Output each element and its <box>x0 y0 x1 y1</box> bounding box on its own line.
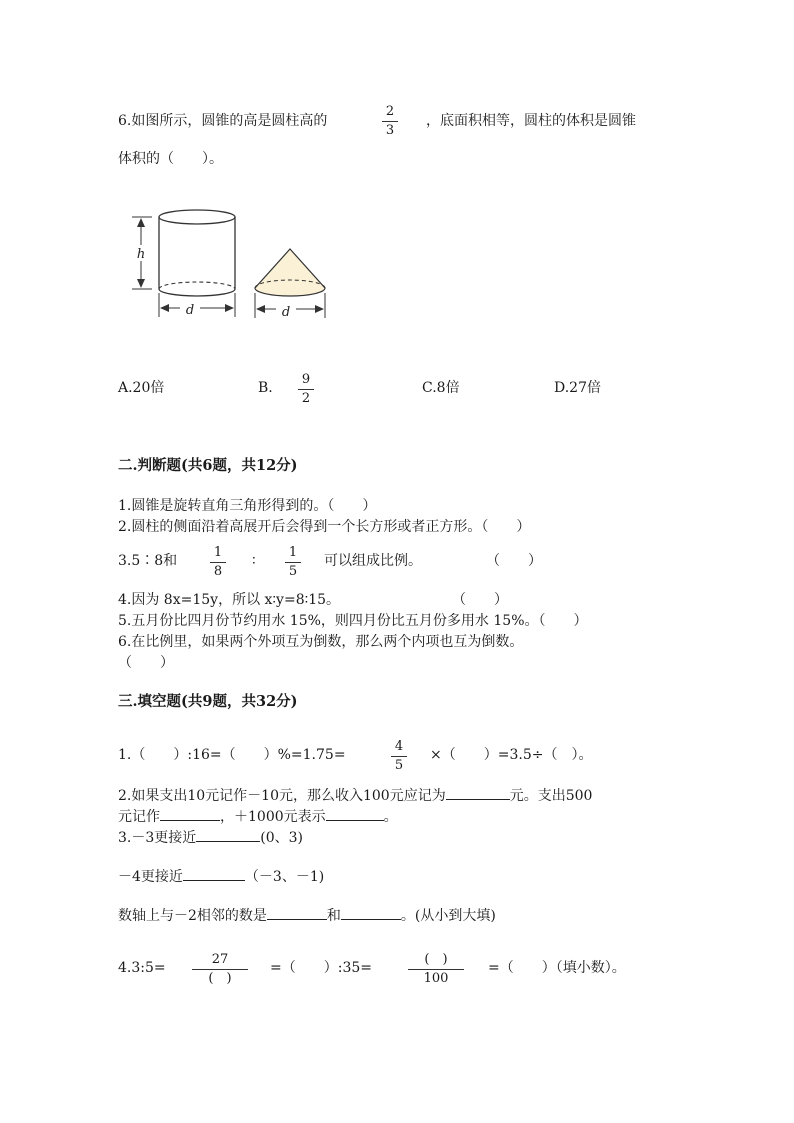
q6-text-a: 6.如图所示，圆锥的高是圆柱高的 <box>118 113 328 129</box>
s3-q3-f: 和 <box>326 908 341 924</box>
s2-q5: 5.五月份比四月份节约用水 15%，则四月份比五月份多用水 15%。（ ） <box>118 613 588 629</box>
s3-q3-line2 <box>118 866 324 887</box>
answer-blank[interactable] <box>160 806 220 821</box>
s3-q1-a: 1.（ ）:16=（ ）%=1.75= <box>118 747 346 763</box>
fraction-bar <box>408 969 464 970</box>
s2-q3-num1: 1 <box>213 545 223 560</box>
s3-q3-e: 数轴上与－2相邻的数是 <box>118 908 267 924</box>
section2-title: 二.判断题(共6题，共12分) <box>118 457 298 474</box>
fraction-bar <box>298 389 314 390</box>
s3-q2-e: 。 <box>383 809 398 825</box>
s2-q6-paren: （ ） <box>118 655 174 671</box>
s3-q2-d: ，＋1000元表示 <box>220 809 326 825</box>
s2-q3-paren: （ ） <box>486 553 542 569</box>
q6-option-c: C.8倍 <box>422 380 460 396</box>
fraction-bar <box>382 121 398 122</box>
answer-blank[interactable] <box>183 866 245 881</box>
section3-title: 三.填空题(共9题，共32分) <box>118 693 298 710</box>
fraction-bar <box>210 562 226 563</box>
s2-q3-colon: ∶ <box>252 553 256 569</box>
q6-option-b-prefix: B. <box>258 380 273 396</box>
s2-q4: 4.因为 8x=15y，所以 x∶y=8∶15。 <box>118 592 341 608</box>
s3-q3-line3 <box>118 905 496 926</box>
cylinder-shape <box>159 210 235 296</box>
answer-blank[interactable] <box>446 785 510 800</box>
s3-q3-g: 。(从小到大填) <box>400 908 496 924</box>
s2-q3-b: 可以组成比例。 <box>324 553 422 569</box>
s3-q2-a: 2.如果支出10元记作－10元，那么收入100元应记为 <box>118 788 446 804</box>
q6-frac-den: 3 <box>385 123 395 138</box>
s2-q3-den2: 5 <box>288 564 298 579</box>
s2-q3-fraction-1 <box>210 545 226 580</box>
fraction-bar <box>192 969 248 970</box>
q6-option-d: D.27倍 <box>554 380 601 396</box>
s2-q4-paren: （ ） <box>452 592 508 608</box>
q6-option-b-den: 2 <box>301 391 311 406</box>
s3-q2-line2 <box>118 806 398 827</box>
cone-shape <box>255 249 325 296</box>
answer-blank[interactable] <box>326 806 384 821</box>
s3-q4-num2: ( ) <box>424 952 448 967</box>
s3-q4-a: 4.3:5= <box>118 960 166 976</box>
s3-q2-b: 元。支出500 <box>509 788 593 804</box>
s2-q1: 1.圆锥是旋转直角三角形得到的。（ ） <box>118 498 377 514</box>
s3-q3-a: 3.－3更接近 <box>118 830 197 846</box>
s3-q1-num: 4 <box>394 739 404 754</box>
q6-option-b-fraction <box>298 372 314 407</box>
q6-option-b-num: 9 <box>301 372 311 387</box>
s2-q3-a: 3.5∶8和 <box>118 553 178 569</box>
s3-q3-c: －4更接近 <box>118 869 183 885</box>
answer-blank[interactable] <box>341 905 401 920</box>
s2-q3-den1: 8 <box>213 564 223 579</box>
s3-q4-b: =（ ）:35= <box>270 960 372 976</box>
q6-text-b: ，底面积相等，圆柱的体积是圆锥 <box>426 113 636 129</box>
s3-q3-line1 <box>118 827 303 848</box>
s3-q3-d: （－3、－1) <box>244 869 325 885</box>
s3-q2-c: 元记作 <box>118 809 160 825</box>
fraction-bar <box>285 562 301 563</box>
q6-text-c: 体积的（ ）。 <box>118 151 223 167</box>
s2-q6: 6.在比例里，如果两个外项互为倒数，那么两个内项也互为倒数。 <box>118 634 524 650</box>
s3-q4-den2: 100 <box>423 971 449 986</box>
answer-blank[interactable] <box>267 905 327 920</box>
answer-blank[interactable] <box>196 827 260 842</box>
s3-q4-c: =（ ）（填小数）。 <box>488 960 626 976</box>
s2-q2: 2.圆柱的侧面沿着高展开后会得到一个长方形或者正方形。（ ） <box>118 519 531 535</box>
s2-q3-num2: 1 <box>288 545 298 560</box>
d-label-cylinder: d <box>185 303 195 318</box>
s3-q4-fraction-2 <box>408 952 464 987</box>
q6-option-a: A.20倍 <box>118 380 165 396</box>
s3-q1-den: 5 <box>394 758 404 773</box>
s2-q3-fraction-2 <box>285 545 301 580</box>
s3-q1-b: ×（ ）=3.5÷（ ）。 <box>430 747 593 763</box>
d-label-cone: d <box>281 305 291 320</box>
fraction-bar <box>391 756 407 757</box>
q6-fraction <box>382 104 398 139</box>
s3-q3-b: (0、3) <box>260 830 304 846</box>
s3-q4-den1: ( ) <box>208 971 232 986</box>
s3-q2-line1 <box>118 785 592 806</box>
s3-q4-num1: 27 <box>211 952 229 967</box>
h-label: h <box>136 247 146 262</box>
cylinder-cone-figure <box>124 205 344 325</box>
q6-frac-num: 2 <box>385 104 395 119</box>
s3-q4-fraction-1 <box>192 952 248 987</box>
s3-q1-fraction <box>391 739 407 774</box>
